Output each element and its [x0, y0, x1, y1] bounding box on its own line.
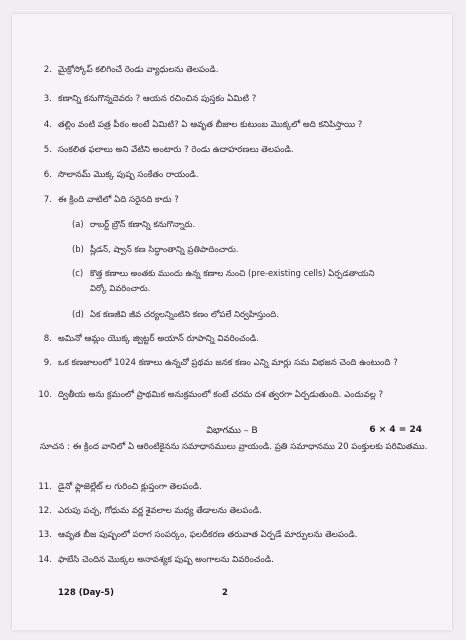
question-11 — [38, 481, 428, 494]
question-14 — [38, 554, 428, 567]
question-text: సంకలిత ఫలాలు అని వేటిని అంటారు ? రెండు ఉదాహరణలు తెలపండి. — [58, 145, 294, 155]
question-8 — [43, 333, 428, 346]
instruction-note: సూచన : ఈ క్రింద వానిలో ఏ ఆరింటికైనను సమాధానములు వ్రాయండి. ప్రతి సమాధానము 20 పంక్తులకు పరిమితము. — [40, 442, 428, 452]
question-text: అమినో ఆమ్లం యొక్క జ్విట్టర్ అయాన్ రూపాన్ని వివరించండి. — [58, 334, 260, 344]
question-text: ఈ క్రింది వాటిలో ఏది సరైనది కాదు ? — [58, 195, 179, 205]
question-text: ఫాబేసి చెందిన మొక్కల అనావశ్యక పుష్ప అంగాలను వివరించండి. — [58, 555, 274, 565]
option-text: ఏక కణజీవి జీవ చర్యలన్నింటిని కణం లోపలే నిర్వహిస్తుంది. — [90, 309, 279, 319]
option-c-continued — [90, 282, 150, 295]
question-text: ఒక కణజాలంలో 1024 కణాలు ఉన్నచో ప్రథమ జనక కణం ఎన్ని మార్లు సమ విభజన చెంది ఉంటుంది ? — [58, 358, 398, 368]
option-label: (b) — [72, 244, 84, 254]
option-text: ష్లీడన్, ష్వాన్ కణ సిద్ధాంతాన్ని ప్రతిపాదించారు. — [90, 244, 239, 254]
question-text: ద్వితీయ అను క్రమంలో ప్రాథమిక అనుక్రమంలో కంటే చరమ దశ త్వరగా ఏర్పడుతుంది. ఎందువల్ల ? — [58, 390, 384, 400]
option-a — [72, 218, 196, 231]
question-text: తల్లిం వంటి పత్ర పీఠం అంటే ఏమిటి? ఏ ఆవృత బీజాల కుటుంబ మొక్కలో అది కనిపిస్తాయి ? — [58, 120, 363, 130]
paper-code: 128 (Day-5) — [58, 588, 114, 598]
question-text: డైనో ఫ్లాజెల్లేట్ ల గురించి క్లుప్తంగా తెలపండి. — [58, 482, 202, 492]
question-text: సొలానమ్ మొక్క పుష్ప సంకేతం రాయండి. — [58, 170, 199, 180]
option-label: (d) — [72, 309, 84, 319]
section-title: విభాగము – B — [206, 425, 258, 436]
option-text: కొత్త కణాలు అంతకు ముందు ఉన్న కణాల నుంచి (pre-existing cells) ఏర్పడతాయని — [90, 268, 375, 278]
question-number: 2. — [43, 65, 52, 75]
option-text: రాబర్ట్ బ్రౌన్ కణాన్ని కనుగొన్నారు. — [90, 219, 196, 229]
question-13 — [38, 529, 428, 542]
question-6 — [43, 169, 428, 182]
question-number: 12. — [38, 506, 52, 516]
question-number: 6. — [43, 170, 52, 180]
question-text: కణాన్ని కనుగొన్నదెవరు ? ఆయన రచించిన పుస్తకం ఏమిటి ? — [58, 94, 257, 104]
option-c — [72, 267, 375, 280]
option-label: (c) — [72, 268, 84, 278]
question-number: 3. — [43, 94, 52, 104]
question-text: ఆవృత బీజ పుష్పంలో పరాగ సంపర్కం, ఫలదీకరణ తరువాత ఏర్పడే మార్పులను తెలపండి. — [58, 530, 358, 540]
question-text: ఎరుపు పచ్చ, గోధుమ వర్ణ శైవలాల మధ్య తేడాలను తెలపండి. — [58, 506, 262, 516]
exam-page — [12, 14, 452, 630]
question-number: 13. — [38, 530, 52, 540]
question-9 — [43, 357, 428, 370]
option-text: విర్కో వివరించారు. — [90, 283, 151, 293]
question-number: 11. — [38, 482, 52, 492]
question-10 — [38, 389, 428, 402]
option-d — [72, 308, 279, 321]
question-number: 9. — [43, 358, 52, 368]
question-3 — [43, 93, 428, 106]
question-number: 5. — [43, 145, 52, 155]
question-2 — [43, 64, 428, 77]
option-label: (a) — [72, 219, 84, 229]
question-12 — [38, 505, 428, 518]
question-number: 7. — [43, 195, 52, 205]
question-number: 4. — [43, 120, 52, 130]
page-number: 2 — [222, 588, 228, 598]
question-text: మైక్రోస్కోప్ కలిగించే రెండు వ్యాధులను తెలపండి. — [58, 65, 219, 75]
section-marks: 6 × 4 = 24 — [369, 425, 422, 435]
question-number: 8. — [43, 334, 52, 344]
question-5 — [43, 144, 428, 157]
question-number: 14. — [38, 555, 52, 565]
option-b — [72, 243, 239, 256]
question-4 — [43, 119, 428, 132]
question-number: 10. — [38, 390, 52, 400]
question-7 — [43, 194, 428, 207]
